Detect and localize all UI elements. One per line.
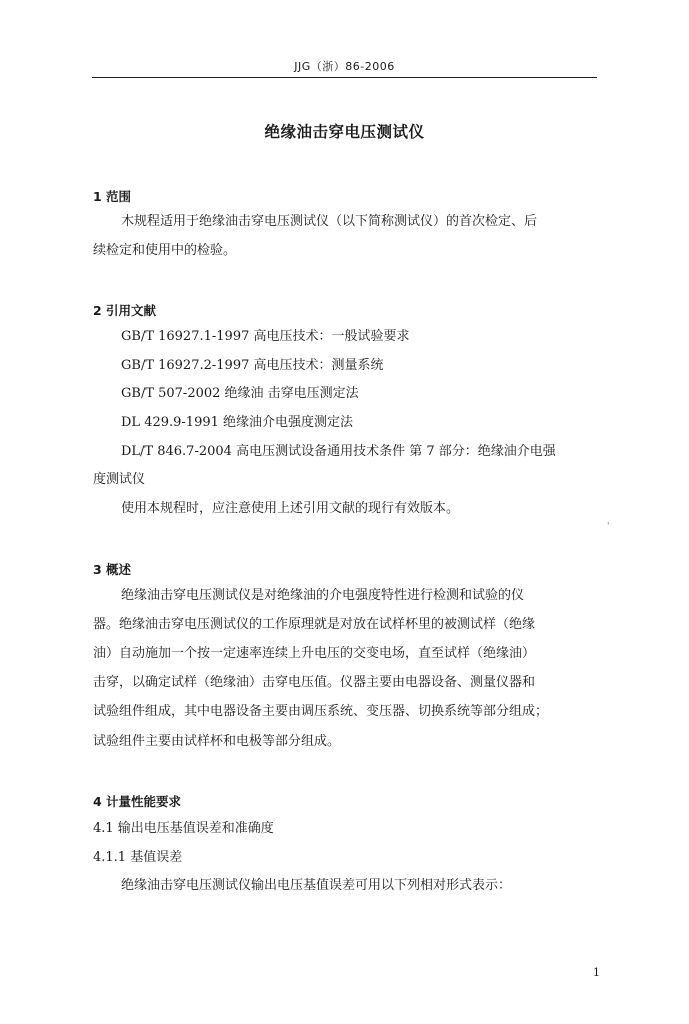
overview-line: 试验组件组成，其中电器设备主要由调压系统、变压器、切换系统等部分组成； <box>93 704 549 719</box>
section-3-heading: 3 概述 <box>93 562 132 577</box>
subsection-4-1: 4.1 输出电压基值误差和准确度 <box>93 821 274 836</box>
section-2-heading: 2 引用文献 <box>93 303 157 318</box>
reference-item: GB/T 507-2002 绝缘油 击穿电压测定法 <box>121 386 359 401</box>
subsection-4-1-1: 4.1.1 基值误差 <box>93 850 183 865</box>
overview-line: 绝缘油击穿电压测试仪是对绝缘油的介电强度特性进行检测和试验的仪 <box>121 588 525 603</box>
section-1-heading: 1 范围 <box>93 189 132 204</box>
overview-line: 试验组件主要由试样杯和电极等部分组成。 <box>93 734 341 749</box>
overview-line: 击穿，以确定试样（绝缘油）击穿电压值。仪器主要由电器设备、测量仪器和 <box>93 675 536 690</box>
header-rule <box>92 77 597 78</box>
overview-line: 油）自动施加一个按一定速率连续上升电压的交变电场，直至试样（绝缘油） <box>93 646 536 661</box>
reference-item-continuation: 度测试仪 <box>93 472 146 487</box>
stray-mark: ' <box>607 522 610 532</box>
running-header: JJG（浙）86-2006 <box>294 60 395 73</box>
section-1-line-1: 木规程适用于绝缘油击穿电压测试仪（以下简称测试仪）的首次检定、后 <box>121 214 538 229</box>
overview-line: 器。绝缘油击穿电压测试仪的工作原理就是对放在试样杯里的被测试样（绝缘 <box>93 617 536 632</box>
reference-item: GB/T 16927.2-1997 高电压技术：测量系统 <box>121 358 384 373</box>
document-title: 绝缘油击穿电压测试仪 <box>264 123 425 141</box>
reference-item: DL 429.9-1991 绝缘油介电强度测定法 <box>121 415 354 430</box>
reference-note: 使用本规程时，应注意使用上述引用文献的现行有效版本。 <box>121 501 460 516</box>
reference-item: DL/T 846.7-2004 高电压测试设备通用技术条件 第 7 部分：绝缘油介电强 <box>121 444 556 459</box>
section-1-line-2: 续检定和使用中的检验。 <box>93 243 237 258</box>
reference-item: GB/T 16927.1-1997 高电压技术：一般试验要求 <box>121 329 410 344</box>
page-number: 1 <box>593 966 600 979</box>
section-4-heading: 4 计量性能要求 <box>93 794 182 809</box>
section-4-line-1: 绝缘油击穿电压测试仪输出电压基值误差可用以下列相对形式表示： <box>121 878 512 893</box>
